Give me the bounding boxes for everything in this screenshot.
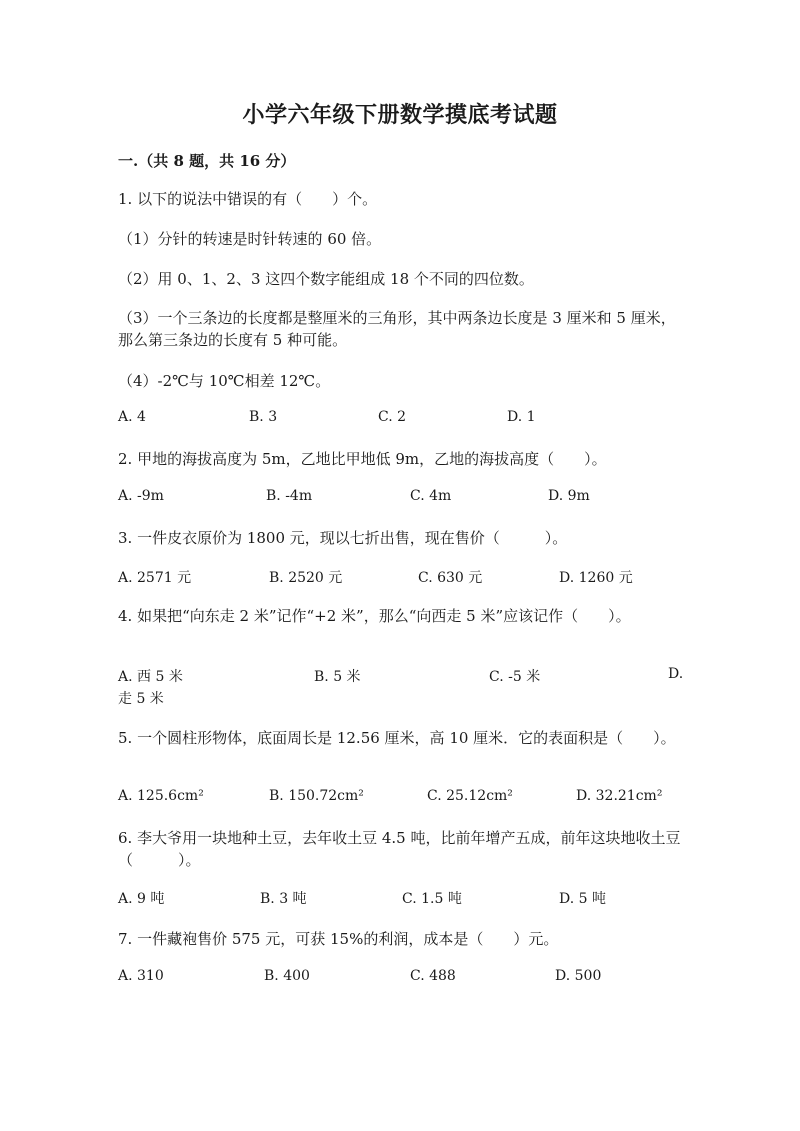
- question-5-option-c[interactable]: C. 25.12cm²: [427, 788, 513, 804]
- question-6-option-b[interactable]: B. 3 吨: [260, 891, 307, 907]
- question-2-option-d[interactable]: D. 9m: [548, 488, 590, 504]
- question-6-option-d[interactable]: D. 5 吨: [559, 891, 606, 907]
- question-2-option-a[interactable]: A. -9m: [118, 488, 164, 504]
- question-2-stem: 2. 甲地的海拔高度为 5m，乙地比甲地低 9m，乙地的海拔高度（ ）。: [118, 450, 607, 468]
- question-7-option-a[interactable]: A. 310: [118, 968, 164, 984]
- question-6-option-a[interactable]: A. 9 吨: [118, 891, 165, 907]
- question-1-option-c[interactable]: C. 2: [378, 409, 407, 425]
- question-4-option-d[interactable]: D.: [668, 666, 684, 682]
- question-7-option-d[interactable]: D. 500: [555, 968, 602, 984]
- question-7-option-b[interactable]: B. 400: [264, 968, 310, 984]
- question-5-option-a[interactable]: A. 125.6cm²: [118, 788, 204, 804]
- question-1-statement-4: （4）-2℃与 10℃相差 12℃。: [118, 372, 331, 390]
- question-1-option-d[interactable]: D. 1: [507, 409, 536, 425]
- question-4-option-c[interactable]: C. -5 米: [489, 669, 541, 685]
- question-1-option-a[interactable]: A. 4: [118, 409, 146, 425]
- question-5-option-d[interactable]: D. 32.21cm²: [576, 788, 663, 804]
- section-header: 一.（共 8 题，共 16 分）: [118, 152, 296, 170]
- question-1-statement-3: （3）一个三条边的长度都是整厘米的三角形，其中两条边长度是 3 厘米和 5 厘米，那么第三条边的长度有 5 种可能。: [118, 309, 676, 349]
- question-6-stem: 6. 李大爷用一块地种土豆，去年收土豆 4.5 吨，比前年增产五成，前年这块地收土豆（ ）。: [118, 829, 681, 869]
- question-1-option-b[interactable]: B. 3: [249, 409, 278, 425]
- question-7-option-c[interactable]: C. 488: [410, 968, 456, 984]
- question-1-statement-2: （2）用 0、1、2、3 这四个数字能组成 18 个不同的四位数。: [118, 270, 534, 288]
- question-7-stem: 7. 一件藏袍售价 575 元，可获 15%的利润，成本是（ ）元。: [118, 930, 559, 948]
- question-5-option-b[interactable]: B. 150.72cm²: [269, 788, 364, 804]
- question-4-option-d-text[interactable]: 走 5 米: [118, 691, 164, 707]
- question-5-stem: 5. 一个圆柱形物体，底面周长是 12.56 厘米，高 10 厘米．它的表面积是（ ）。: [118, 729, 676, 747]
- question-1-statement-1: （1）分针的转速是时针转速的 60 倍。: [118, 230, 382, 248]
- question-6-option-c[interactable]: C. 1.5 吨: [402, 891, 462, 907]
- question-1-stem: 1. 以下的说法中错误的有（ ）个。: [118, 190, 378, 208]
- question-2-option-c[interactable]: C. 4m: [410, 488, 452, 504]
- question-3-option-a[interactable]: A. 2571 元: [118, 570, 192, 586]
- question-3-option-b[interactable]: B. 2520 元: [269, 570, 343, 586]
- question-3-stem: 3. 一件皮衣原价为 1800 元，现以七折出售，现在售价（ ）。: [118, 529, 568, 547]
- question-2-option-b[interactable]: B. -4m: [266, 488, 313, 504]
- question-4-option-a[interactable]: A. 西 5 米: [118, 669, 183, 685]
- question-3-option-d[interactable]: D. 1260 元: [559, 570, 633, 586]
- page-title: 小学六年级下册数学摸底考试题: [242, 102, 558, 128]
- question-4-stem: 4. 如果把“向东走 2 米”记作“+2 米”，那么“向西走 5 米”应该记作（ ）。: [118, 607, 631, 625]
- question-3-option-c[interactable]: C. 630 元: [418, 570, 483, 586]
- question-4-option-b[interactable]: B. 5 米: [314, 669, 361, 685]
